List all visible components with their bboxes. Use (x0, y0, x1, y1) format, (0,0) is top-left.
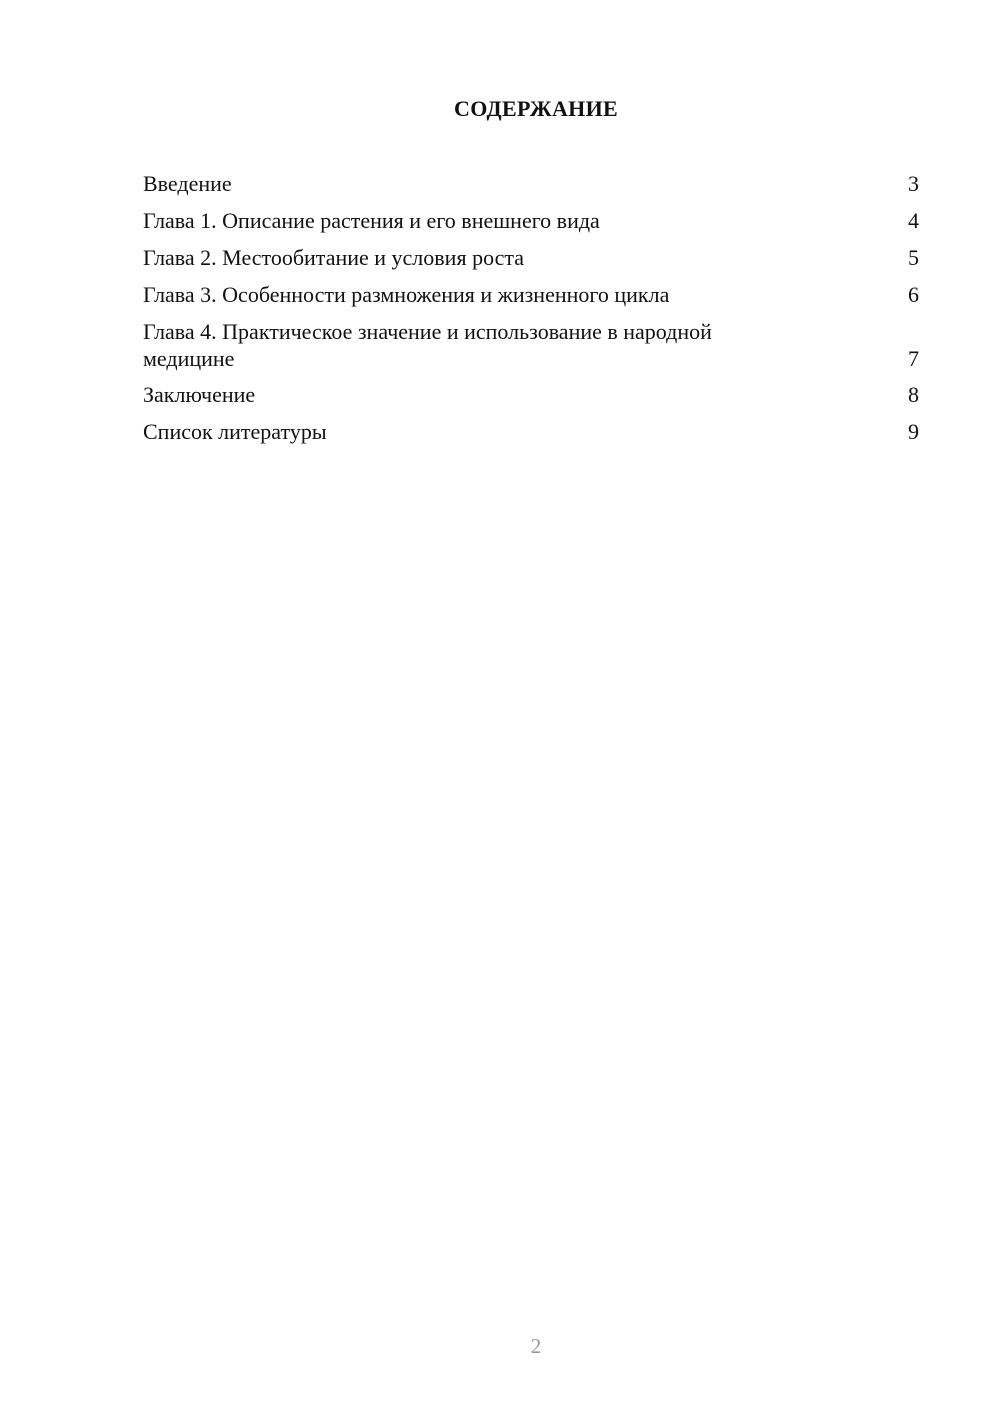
toc-entry-page: 5 (908, 245, 919, 270)
toc-entry-conclusion (143, 381, 919, 409)
toc-entry-chapter-4 (143, 318, 919, 372)
toc-entry-label: Введение (143, 171, 232, 196)
toc-entry-label: Глава 3. Особенности размножения и жизненного цикла (143, 282, 670, 307)
toc-entry-page: 7 (908, 346, 919, 371)
toc-entry-label: Глава 2. Местообитание и условия роста (143, 245, 525, 270)
toc-entry-label: Список литературы (143, 419, 327, 444)
toc-entry-page: 4 (908, 208, 919, 233)
toc-entry-chapter-3 (143, 281, 919, 309)
toc-entry-chapter-2 (143, 244, 919, 272)
table-of-contents (143, 170, 919, 455)
toc-entry-label: Глава 1. Описание растения и его внешнего вида (143, 208, 600, 233)
toc-entry-page: 9 (908, 419, 919, 444)
page-title: СОДЕРЖАНИЕ (454, 96, 618, 121)
page-number: 2 (530, 1334, 542, 1358)
toc-entry-label: Глава 4. Практическое значение и использование в народной медицине (143, 319, 712, 371)
toc-entry-chapter-1 (143, 207, 919, 235)
toc-entry-page: 3 (908, 171, 919, 196)
toc-entry-introduction (143, 170, 919, 198)
toc-entry-label: Заключение (143, 382, 256, 407)
toc-entry-page: 6 (908, 282, 919, 307)
toc-entry-bibliography (143, 418, 919, 446)
toc-entry-page: 8 (908, 382, 919, 407)
